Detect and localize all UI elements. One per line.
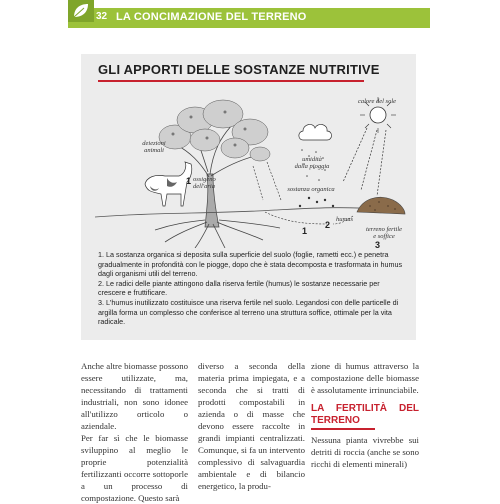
text-column-3: [311, 360, 419, 470]
caption-3: 3. L'humus inutilizzato costituisce una riserva fertile nel suolo. Legandosi con delle particelle di argilla forma un complesso che conferisce al terreno una struttura soffice, ottimale per la vita radicale.: [98, 297, 399, 327]
col1-paragraph-1: Anche altre biomasse possono essere utilizzate, ma, necessitando di trattamenti industriali, non sono idonee all'utilizzo orticolo o aziendale.: [81, 361, 188, 431]
section-title-rule: [311, 428, 375, 430]
col1-paragraph-2: Per far sì che le biomasse sviluppino al meglio le proprie potenzialità fertilizzanti occorre sottoporle a un processo di compostazione. Questo sarà: [81, 433, 188, 503]
label-sun: calore del sole: [357, 98, 397, 105]
label-soil: terreno fertile e soffice: [365, 226, 403, 240]
marker-2: 2: [325, 220, 331, 230]
col2-paragraph: diverso a seconda della materia prima impiegata, e a seconda che si tratti di prodotti compostabili in azienda o di masse che devono essere raccolte in grandi impianti centralizzati. Comunque, si fa un intervento complessivo di salvaguardia ambientale e di bilancio energetico, la produ-: [198, 361, 305, 491]
col3-paragraph: zione di humus attraverso la compostazione delle biomasse è assolutamente irrinunciabile.: [311, 361, 419, 395]
nutrient-cycle-illustration: [95, 82, 410, 248]
section-title: LA FERTILITÀ DEL TERRENO: [311, 403, 419, 426]
page-number: 32: [96, 11, 108, 22]
cloud-icon: [299, 124, 332, 140]
text-column-2: [198, 360, 305, 492]
label-animals: deiezioni animali: [142, 140, 166, 154]
marker-3: 3: [375, 240, 381, 250]
label-humus: humus: [336, 216, 353, 223]
horse-icon: [145, 162, 192, 206]
page-title: LA CONCIMAZIONE DEL TERRENO: [116, 11, 307, 23]
marker-1-oxygen: 1: [186, 176, 192, 186]
box-title: GLI APPORTI DELLE SOSTANZE NUTRITIVE: [98, 62, 380, 77]
label-organic: sostanza organica: [287, 186, 335, 193]
label-rain: umidità dalla pioggia: [294, 156, 330, 170]
box-captions: [98, 250, 408, 327]
caption-1: 1. La sostanza organica si deposita sulla superficie del suolo (foglie, rametti ecc.) e penetra gradualmente in profondità con le piogge, dopo che è stata decomposta e trasformata in humus dagli organismi utili del terreno.: [98, 250, 403, 279]
text-column-1: [81, 360, 188, 504]
label-oxygen: ossigeno dell'aria: [193, 176, 216, 190]
col3-paragraph-2: Nessuna pianta vivrebbe sui detriti di roccia (anche se sono ricchi di elementi minerali): [311, 435, 419, 469]
compost-pile-icon: [357, 197, 405, 214]
tree-icon: [159, 100, 270, 227]
marker-1-humus: 1: [302, 226, 308, 236]
caption-2: 2. Le radici delle piante attingono dalla riserva fertile (humus) le sostanze necessarie per crescere e fruttificare.: [98, 278, 380, 298]
leaf-icon: [68, 0, 94, 22]
